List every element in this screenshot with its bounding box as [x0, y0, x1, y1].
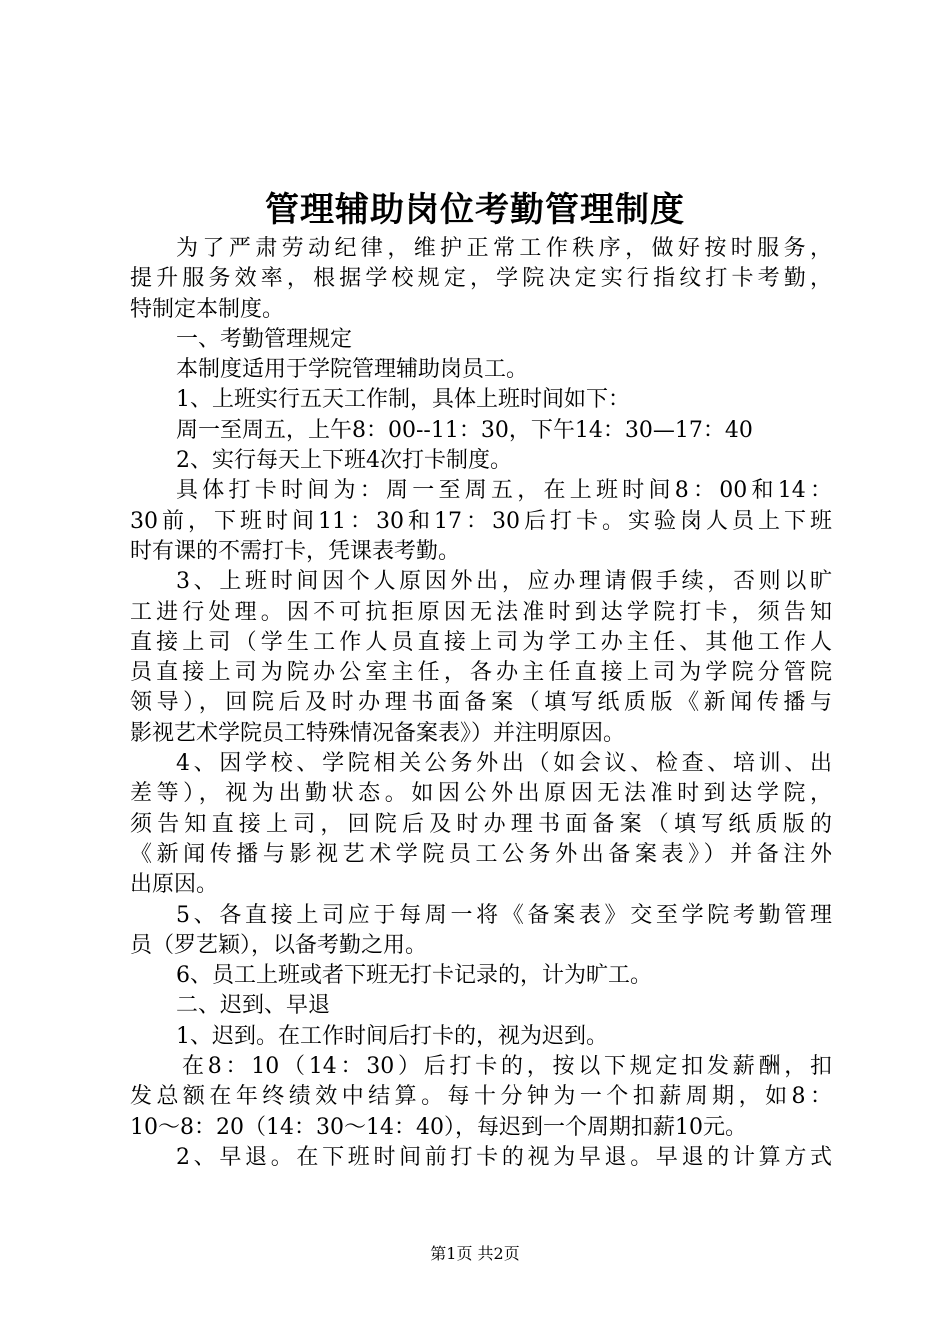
paragraph-line: 工进行处理。因不可抗拒原因无法准时到达学院打卡，须告知	[130, 599, 832, 625]
paragraph-line: 在8：10（14：30）后打卡的，按以下规定扣发薪酬，扣	[182, 1054, 832, 1080]
document-title: 管理辅助岗位考勤管理制度	[265, 190, 685, 230]
paragraph-line: 员直接上司为院办公室主任，各办主任直接上司为学院分管院	[130, 660, 832, 686]
paragraph-line: 须告知直接上司，回院后及时办理书面备案（填写纸质版的	[130, 811, 832, 837]
paragraph-line: 5、各直接上司应于每周一将《备案表》交至学院考勤管理	[176, 902, 832, 928]
paragraph-line: 10～8：20（14：30～14：40），每迟到一个周期扣薪10元。	[130, 1114, 747, 1140]
paragraph-line: 为了严肃劳动纪律，维护正常工作秩序，做好按时服务，	[176, 236, 832, 261]
page-footer: 第1页 共2页	[430, 1244, 520, 1263]
document-body	[130, 234, 832, 1173]
paragraph-line: 6、员工上班或者下班无打卡记录的，计为旷工。	[176, 963, 652, 989]
paragraph-line: 2、实行每天上下班4次打卡制度。	[176, 448, 512, 474]
paragraph-line: 3、上班时间因个人原因外出，应办理请假手续，否则以旷	[176, 569, 832, 595]
section-heading: 二、迟到、早退	[176, 993, 331, 1019]
paragraph-line: 差等），视为出勤状态。如因公外出原因无法准时到达学院，	[130, 781, 832, 807]
paragraph-line: 影视艺术学院员工特殊情况备案表》）并注明原因。	[130, 720, 626, 746]
paragraph-line: 员（罗艺颖），以备考勤之用。	[130, 932, 428, 958]
paragraph-line: 《新闻传播与影视艺术学院员工公务外出备案表》）并备注外	[130, 841, 832, 867]
paragraph-line: 特制定本制度。	[130, 296, 285, 322]
paragraph-line: 1、迟到。在工作时间后打卡的，视为迟到。	[176, 1023, 608, 1049]
paragraph-line: 领导），回院后及时办理书面备案（填写纸质版《新闻传播与	[130, 690, 832, 716]
paragraph-line: 直接上司（学生工作人员直接上司为学工办主任、其他工作人	[130, 629, 832, 655]
section-heading: 一、考勤管理规定	[176, 326, 353, 352]
paragraph-line: 提升服务效率，根据学校规定，学院决定实行指纹打卡考勤，	[130, 266, 832, 292]
paragraph-line: 具体打卡时间为：周一至周五，在上班时间8：00和14：	[176, 478, 832, 504]
paragraph-line: 4、因学校、学院相关公务外出（如会议、检查、培训、出	[176, 751, 832, 777]
paragraph-line: 2、早退。在下班时间前打卡的视为早退。早退的计算方式	[176, 1144, 832, 1170]
paragraph-line: 30前，下班时间11：30和17：30后打卡。实验岗人员上下班	[130, 508, 832, 534]
paragraph-line: 发总额在年终绩效中结算。每十分钟为一个扣薪周期，如8：	[130, 1084, 832, 1110]
paragraph-line: 出原因。	[130, 872, 219, 898]
paragraph-line: 1、上班实行五天工作制，具体上班时间如下：	[176, 387, 630, 413]
paragraph-line: 时有课的不需打卡，凭课表考勤。	[130, 538, 461, 564]
paragraph-line: 周一至周五，上午8：00--11：30，下午14：30—17：40	[176, 417, 753, 443]
paragraph-line: 本制度适用于学院管理辅助岗员工。	[176, 357, 529, 383]
